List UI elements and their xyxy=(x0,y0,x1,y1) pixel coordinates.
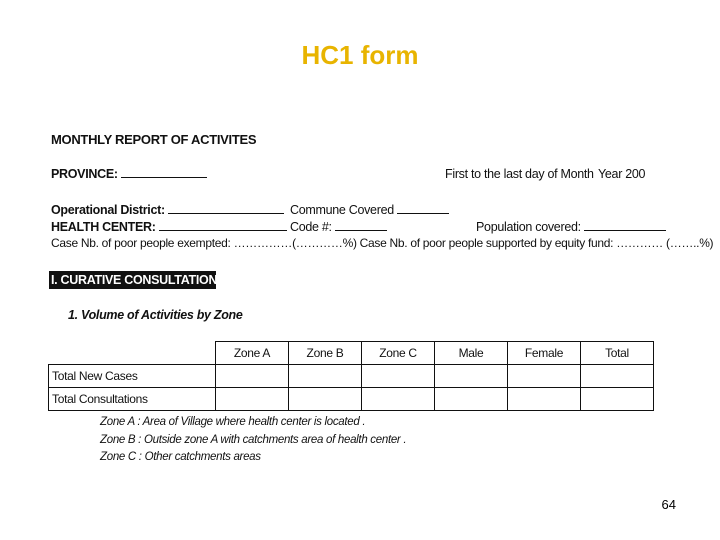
table-corner xyxy=(49,342,216,365)
page-number: 64 xyxy=(661,497,676,512)
operational-district-blank xyxy=(168,213,284,214)
commune-covered-blank xyxy=(397,213,449,214)
table-cell[interactable] xyxy=(289,388,362,411)
health-center-blank xyxy=(159,230,287,231)
row-label: Total Consultations xyxy=(49,388,216,411)
commune-covered-label: Commune Covered xyxy=(290,203,394,217)
zone-note: Zone A : Area of Village where health center is located . xyxy=(100,416,366,428)
report-title: MONTHLY REPORT OF ACTIVITES xyxy=(51,132,257,147)
table-cell[interactable] xyxy=(581,388,654,411)
zone-note: Zone C : Other catchments areas xyxy=(100,451,261,463)
section-title-bar: I. CURATIVE CONSULTATION xyxy=(51,273,218,287)
table-row xyxy=(49,365,654,388)
table-row xyxy=(49,388,654,411)
column-header: Total xyxy=(581,342,654,365)
code-label: Code #: xyxy=(290,220,332,234)
code-blank xyxy=(335,230,387,231)
column-header: Female xyxy=(508,342,581,365)
zone-note: Zone B : Outside zone A with catchments area of health center . xyxy=(100,434,407,446)
period-label: First to the last day of Month xyxy=(445,167,594,181)
table-cell[interactable] xyxy=(216,365,289,388)
row-label: Total New Cases xyxy=(49,365,216,388)
commune-covered-field xyxy=(290,203,449,217)
column-header: Zone C xyxy=(362,342,435,365)
section-subtitle: 1. Volume of Activities by Zone xyxy=(68,308,243,322)
table-cell[interactable] xyxy=(508,365,581,388)
table-header-row xyxy=(49,342,654,365)
health-center-label: HEALTH CENTER: xyxy=(51,220,156,234)
table-cell[interactable] xyxy=(435,388,508,411)
population-covered-label: Population covered: xyxy=(476,220,581,234)
province-label: PROVINCE: xyxy=(51,167,118,181)
table-cell[interactable] xyxy=(435,365,508,388)
poor-people-line: Case Nb. of poor people exempted: ……………(…………%) Case Nb. of poor people supported by equity fund: ………… (……..%) xyxy=(51,236,714,250)
code-field xyxy=(290,220,387,234)
operational-district-field xyxy=(51,203,284,217)
year-label: Year 200 xyxy=(598,167,646,181)
table-cell[interactable] xyxy=(508,388,581,411)
table-cell[interactable] xyxy=(289,365,362,388)
zone-activity-table xyxy=(48,341,654,411)
operational-district-label: Operational District: xyxy=(51,203,165,217)
column-header: Male xyxy=(435,342,508,365)
slide-title: HC1 form xyxy=(301,40,419,70)
table-cell[interactable] xyxy=(581,365,654,388)
province-field xyxy=(51,167,207,181)
population-covered-field xyxy=(476,220,666,234)
column-header: Zone A xyxy=(216,342,289,365)
health-center-field xyxy=(51,220,287,234)
table-cell[interactable] xyxy=(362,388,435,411)
table-cell[interactable] xyxy=(362,365,435,388)
population-covered-blank xyxy=(584,230,666,231)
table-cell[interactable] xyxy=(216,388,289,411)
column-header: Zone B xyxy=(289,342,362,365)
province-blank xyxy=(121,177,207,178)
